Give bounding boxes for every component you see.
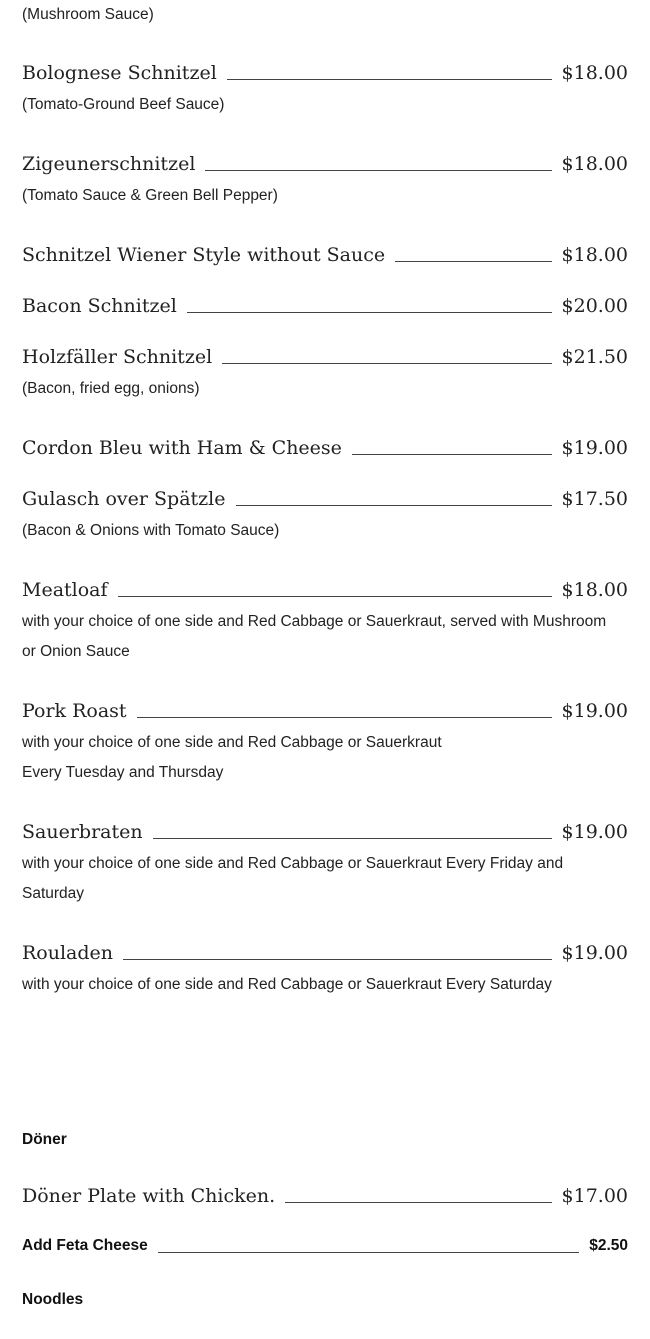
menu-item-row <box>22 340 628 370</box>
item-description: (Tomato Sauce & Green Bell Pepper) <box>22 187 278 204</box>
item-name: Rouladen <box>22 942 114 964</box>
item-description-line: with your choice of one side and Red Cabbage or Sauerkraut <box>22 734 442 751</box>
menu-item-row <box>22 147 628 177</box>
item-name: Meatloaf <box>22 579 108 601</box>
item-price: $19.00 <box>561 942 628 964</box>
item-price: $21.50 <box>561 346 628 368</box>
item-name: Bolognese Schnitzel <box>22 62 217 84</box>
dotted-leader <box>222 362 551 364</box>
item-name: Bacon Schnitzel <box>22 295 177 317</box>
item-price: $17.00 <box>561 1185 628 1207</box>
item-price: $18.00 <box>561 153 628 175</box>
menu-item-row <box>22 431 628 461</box>
item-name: Sauerbraten <box>22 821 143 843</box>
item-price: $20.00 <box>561 295 628 317</box>
item-name: Pork Roast <box>22 700 127 722</box>
item-description: (Bacon & Onions with Tomato Sauce) <box>22 522 280 539</box>
item-price: $19.00 <box>561 700 628 722</box>
dotted-leader <box>187 311 552 313</box>
addon-price: $2.50 <box>589 1237 628 1254</box>
item-name: Holzfäller Schnitzel <box>22 346 213 368</box>
item-description-line: Every Tuesday and Thursday <box>22 764 224 781</box>
item-description-line: Saturday <box>22 885 85 902</box>
dotted-leader <box>285 1201 551 1203</box>
item-price: $19.00 <box>561 821 628 843</box>
item-description-line: with your choice of one side and Red Cabbage or Sauerkraut, served with Mushroom <box>22 613 607 630</box>
dotted-leader <box>123 958 551 960</box>
item-name: Schnitzel Wiener Style without Sauce <box>22 244 386 266</box>
dotted-leader <box>395 260 551 262</box>
item-description-line: or Onion Sauce <box>22 643 130 660</box>
menu-item-row <box>22 482 628 512</box>
menu-item-row <box>22 1179 628 1209</box>
dotted-leader <box>158 1251 579 1253</box>
item-name: Zigeunerschnitzel <box>22 153 196 175</box>
item-price: $18.00 <box>561 62 628 84</box>
addon-name: Add Feta Cheese <box>22 1237 148 1254</box>
addon-row <box>22 1233 628 1257</box>
item-name: Döner Plate with Chicken. <box>22 1185 276 1207</box>
dotted-leader <box>352 453 552 455</box>
item-name: Cordon Bleu with Ham & Cheese <box>22 437 342 459</box>
dotted-leader <box>205 169 551 171</box>
item-price: $19.00 <box>561 437 628 459</box>
menu-item-row <box>22 56 628 86</box>
item-price: $18.00 <box>561 244 628 266</box>
item-price: $18.00 <box>561 579 628 601</box>
item-description: (Bacon, fried egg, onions) <box>22 380 200 397</box>
item-price: $17.50 <box>561 488 628 510</box>
item-description-line: with your choice of one side and Red Cabbage or Sauerkraut Every Friday and <box>22 855 564 872</box>
menu-item-row <box>22 573 628 603</box>
section-heading-noodles: Noodles <box>22 1291 84 1308</box>
dotted-leader <box>227 78 552 80</box>
dotted-leader <box>137 716 552 718</box>
menu-item-row <box>22 936 628 966</box>
section-heading-doner: Döner <box>22 1131 67 1148</box>
menu-item-row <box>22 694 628 724</box>
menu-item-row <box>22 289 628 319</box>
item-description: with your choice of one side and Red Cabbage or Sauerkraut Every Saturday <box>22 976 552 993</box>
item-name: Gulasch over Spätzle <box>22 488 226 510</box>
menu-item-row <box>22 238 628 268</box>
item-description: (Tomato-Ground Beef Sauce) <box>22 96 225 113</box>
dotted-leader <box>118 595 552 597</box>
item-description: (Mushroom Sauce) <box>22 6 154 23</box>
menu-item-row <box>22 815 628 845</box>
dotted-leader <box>236 504 552 506</box>
dotted-leader <box>153 837 552 839</box>
